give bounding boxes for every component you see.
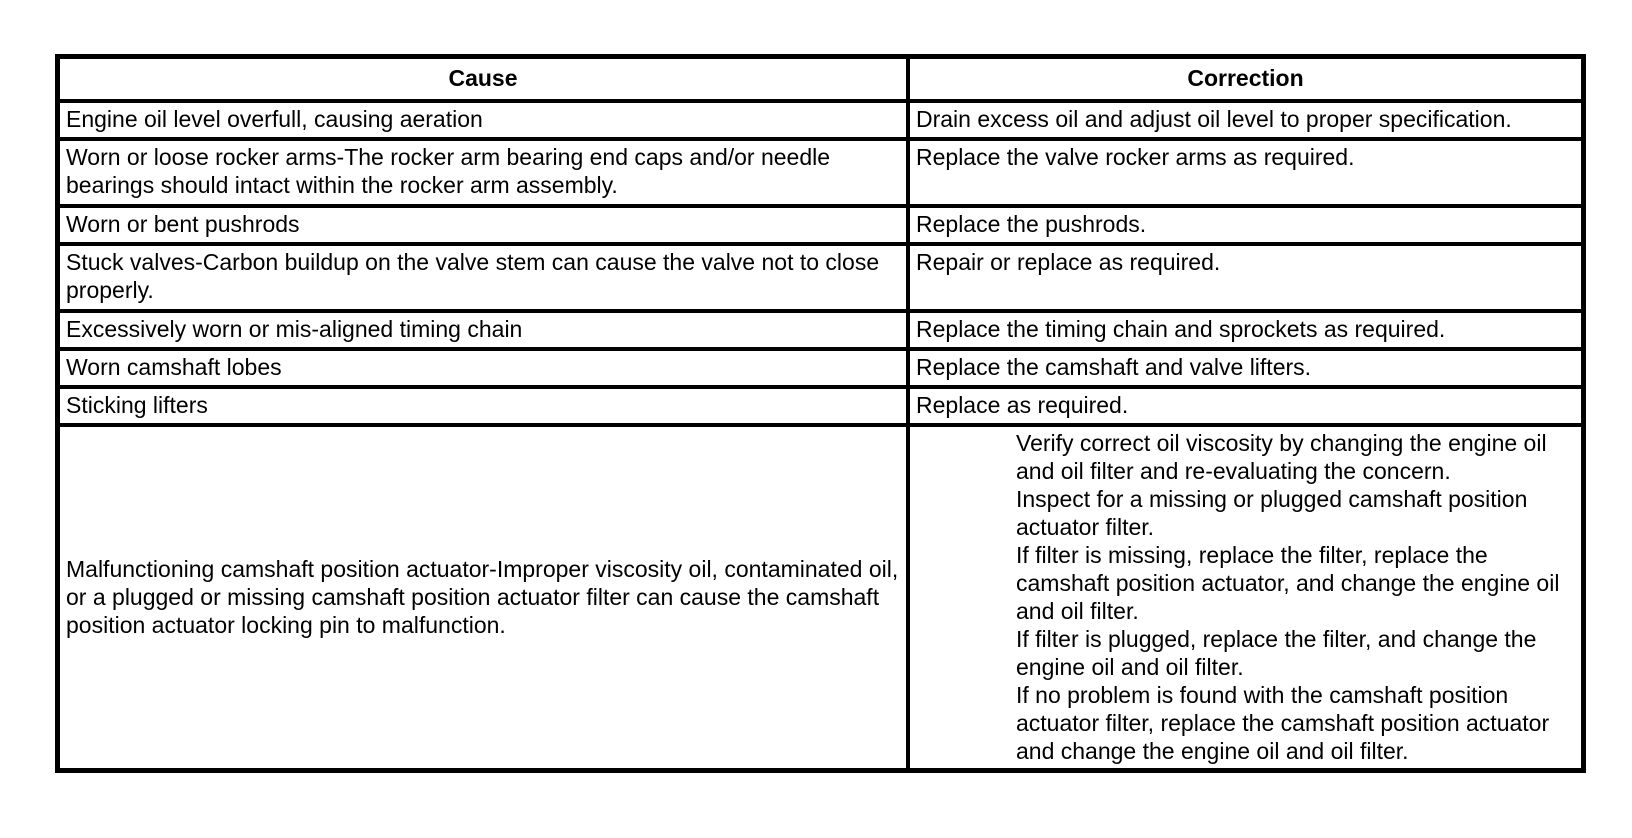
correction-step: If filter is plugged, replace the filter, and change the engine oil and oil filter. bbox=[1016, 626, 1537, 680]
correction-cell: Replace as required. bbox=[908, 387, 1583, 425]
correction-cell: Drain excess oil and adjust oil level to proper specification. bbox=[908, 101, 1583, 139]
cause-cell: Worn or loose rocker arms-The rocker arm bearing end caps and/or needle bearings should intact within the rocker arm assembly. bbox=[58, 139, 908, 206]
cause-cell: Stuck valves-Carbon buildup on the valve stem can cause the valve not to close properly. bbox=[58, 244, 908, 311]
cause-cell: Sticking lifters bbox=[58, 387, 908, 425]
correction-step: Inspect for a missing or plugged camshaft position actuator filter. bbox=[1016, 486, 1528, 540]
correction-header: Correction bbox=[908, 57, 1583, 101]
table-row bbox=[58, 139, 1583, 206]
correction-cell: Repair or replace as required. bbox=[908, 244, 1583, 311]
correction-cell: Replace the valve rocker arms as required. bbox=[908, 139, 1583, 206]
table-row bbox=[58, 387, 1583, 425]
table-row bbox=[58, 425, 1583, 770]
cause-cell: Worn camshaft lobes bbox=[58, 349, 908, 387]
cause-cell: Worn or bent pushrods bbox=[58, 206, 908, 244]
header-row bbox=[58, 57, 1583, 101]
cause-cell: Excessively worn or mis-aligned timing chain bbox=[58, 311, 908, 349]
correction-step: If filter is missing, replace the filter, replace the camshaft position actuator, and change the engine oil and oil filter. bbox=[1016, 542, 1560, 624]
table-row bbox=[58, 311, 1583, 349]
diagnostic-table bbox=[55, 54, 1586, 773]
table-row bbox=[58, 349, 1583, 387]
correction-cell: Replace the timing chain and sprockets as required. bbox=[908, 311, 1583, 349]
correction-cell bbox=[908, 425, 1583, 770]
cause-cell: Engine oil level overfull, causing aeration bbox=[58, 101, 908, 139]
correction-steps-list bbox=[916, 429, 1575, 765]
table-row bbox=[58, 206, 1583, 244]
correction-step: Verify correct oil viscosity by changing the engine oil and oil filter and re-evaluating the concern. bbox=[1016, 430, 1547, 484]
correction-cell: Replace the camshaft and valve lifters. bbox=[908, 349, 1583, 387]
table-row bbox=[58, 244, 1583, 311]
cause-header: Cause bbox=[58, 57, 908, 101]
correction-step: If no problem is found with the camshaft position actuator filter, replace the camshaft position actuator and change the engine oil and oil filter. bbox=[1016, 682, 1550, 764]
correction-cell: Replace the pushrods. bbox=[908, 206, 1583, 244]
cause-cell: Malfunctioning camshaft position actuator-Improper viscosity oil, contaminated oil, or a plugged or missing camshaft position actuator filter can cause the camshaft position actuator locking pin to malfunction. bbox=[58, 425, 908, 770]
table-row bbox=[58, 101, 1583, 139]
